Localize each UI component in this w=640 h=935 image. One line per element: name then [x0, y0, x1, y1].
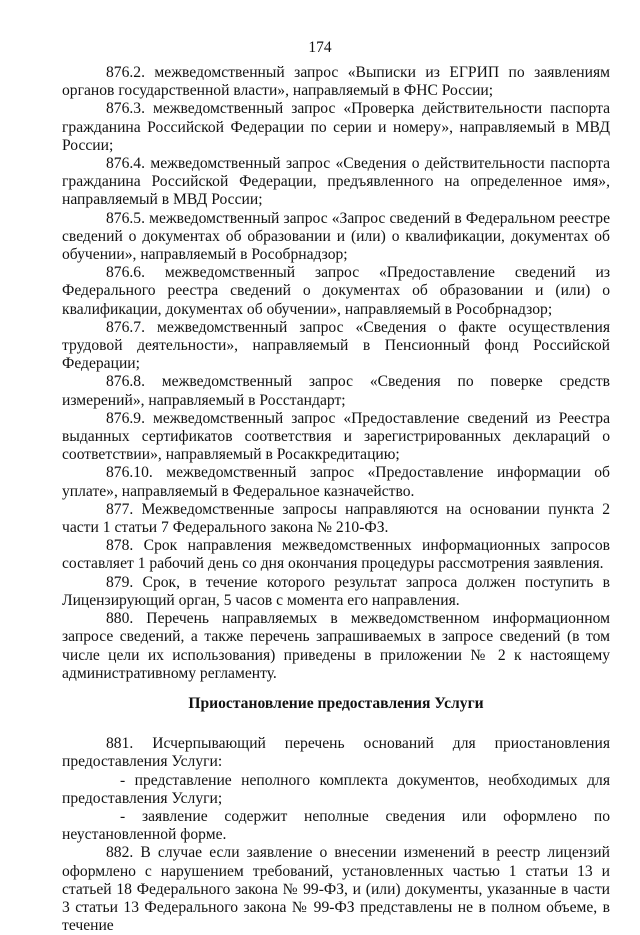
paragraph-876-10: 876.10. межведомственный запрос «Предоставление информации об уплате», направляемый в Федеральное казначейство.: [62, 464, 610, 500]
paragraph-876-2: 876.2. межведомственный запрос «Выписки из ЕГРИП по заявлениям органов государственной власти», направляемый в ФНС России;: [62, 64, 610, 100]
paragraph-876-3: 876.3. межведомственный запрос «Проверка действительности паспорта гражданина Российской Федерации по серии и номеру», направляемый в МВД России;: [62, 100, 610, 154]
paragraph-879: 879. Срок, в течение которого результат запроса должен поступить в Лицензирующий орган, 5 часов с момента его направления.: [62, 573, 610, 609]
paragraph-881: 881. Исчерпывающий перечень оснований для приостановления предоставления Услуги:: [62, 735, 610, 771]
page-number: 174: [308, 39, 332, 56]
paragraph-876-8: 876.8. межведомственный запрос «Сведения по поверке средств измерений», направляемый в Росстандарт;: [62, 373, 610, 409]
paragraph-878: 878. Срок направления межведомственных информационных запросов составляет 1 рабочий день со дня окончания процедуры рассмотрения заявления.: [62, 537, 610, 573]
paragraph-876-6: 876.6. межведомственный запрос «Предоставление сведений из Федерального реестра сведений о документах об образовании и (или) о квалификации, документах об обучении», направляемый в Рособрнадзор;: [62, 264, 610, 318]
paragraph-882: 882. В случае если заявление о внесении изменений в реестр лицензий оформлено с нарушением требований, установленных частью 1 статьи 13 и статьей 18 Федерального закона № 99-ФЗ, и (или) документы, указанные в части 3 статьи 13 Федерального закона № 99-ФЗ представлены не в полном объеме, в течение: [62, 844, 610, 935]
paragraph-876-9: 876.9. межведомственный запрос «Предоставление сведений из Реестра выданных сертификатов соответствия и зарегистрированных деклараций о соответствии», направляемый в Росаккредитацию;: [62, 409, 610, 464]
paragraph-876-4: 876.4. межведомственный запрос «Сведения о действительности паспорта гражданина Российской Федерации, предъявленного на определенное имя», направляемый в МВД России;: [62, 155, 610, 209]
paragraph-876-7: 876.7. межведомственный запрос «Сведения о факте осуществления трудовой деятельности», направляемый в Пенсионный фонд Российской Федерации;: [62, 318, 610, 373]
list-item-incomplete-documents: - представление неполного комплекта документов, необходимых для предоставления Услуги;: [62, 771, 610, 807]
list-item-incomplete-application: - заявление содержит неполные сведения или оформлено по неустановленной форме.: [62, 807, 610, 844]
paragraph-876-5: 876.5. межведомственный запрос «Запрос сведений в Федеральном реестре сведений о документах об образовании и (или) о квалификации, документах об обучении», направляемый в Рособрнадзор;: [62, 209, 610, 264]
paragraph-877: 877. Межведомственные запросы направляются на основании пункта 2 части 1 статьи 7 Федерального закона № 210-ФЗ.: [62, 500, 610, 537]
paragraph-880: 880. Перечень направляемых в межведомственном информационном запросе сведений, а также перечень запрашиваемых в запросе сведений (в том числе цели их использования) приведены в приложении № 2 к настоящему административному регламенту.: [62, 610, 610, 682]
section-heading: Приостановление предоставления Услуги: [188, 694, 484, 712]
document-body: [62, 64, 610, 935]
